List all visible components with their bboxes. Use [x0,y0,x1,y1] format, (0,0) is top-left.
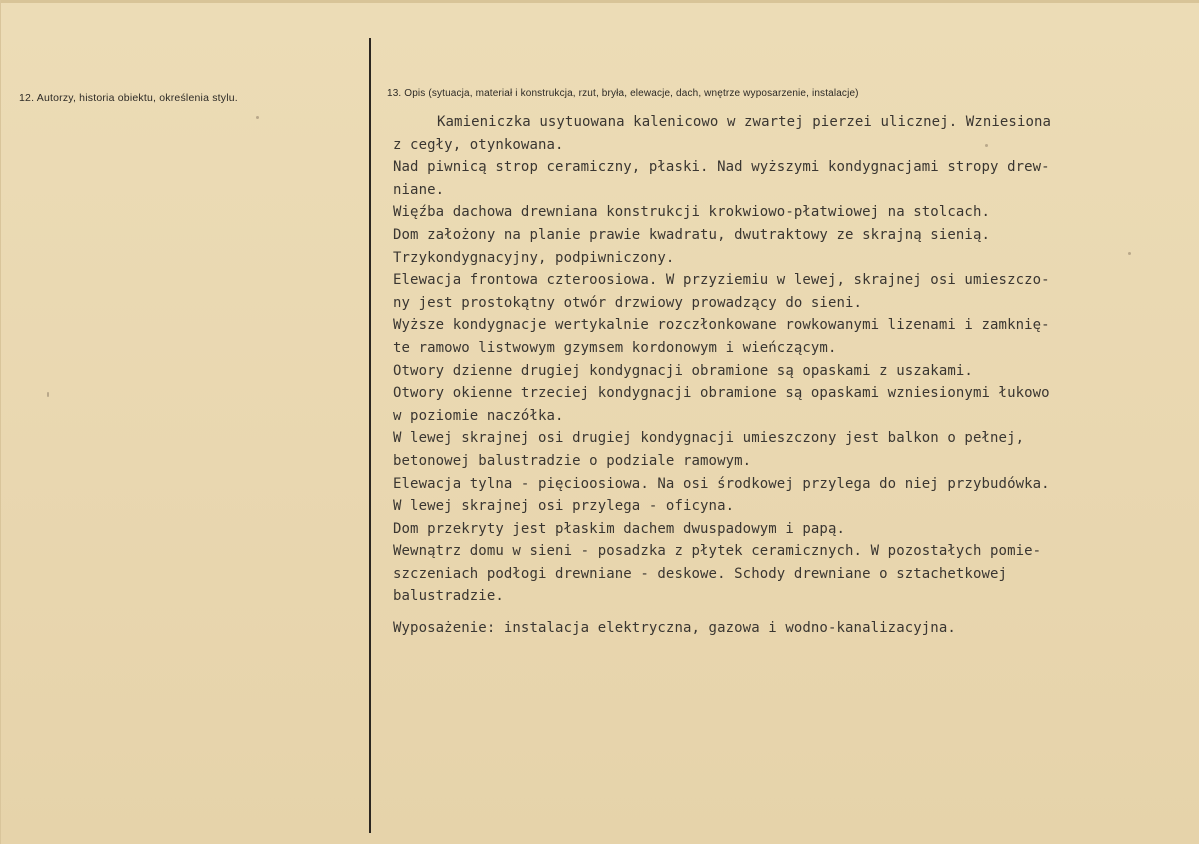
paper-speck [47,392,49,397]
equipment-line: Wyposażenie: instalacja elektryczna, gazowa i wodno-kanalizacyjna. [393,620,956,637]
text-line: Wewnątrz domu w sieni - posadzka z płytek ceramicznych. W pozostałych pomie- [393,543,1042,560]
paper-speck [256,116,259,119]
text-line: szczeniach podłogi drewniane - deskowe. Schody drewniane o sztachetkowej [393,565,1008,582]
text-line: W lewej skrajnej osi przylega - oficyna. [393,498,735,515]
paragraph-gap [393,608,1183,617]
text-line: z cegły, otynkowana. [393,136,564,153]
text-line: Otwory dzienne drugiej kondygnacji obramione są opaskami z uszakami. [393,362,973,379]
text-line: Wyższe kondygnacje wertykalnie rozczłonkowane rowkowanymi lizenami i zamknię- [393,317,1050,334]
text-line: niane. [393,181,445,198]
text-line: Kamieniczka usytuowana kalenicowo w zwartej pierzei ulicznej. Wzniesiona [437,114,1052,130]
text-line: W lewej skrajnej osi drugiej kondygnacji umieszczony jest balkon o pełnej, [393,430,1025,447]
text-line: Więźba dachowa drewniana konstrukcji krokwiowo-płatwiowej na stolcach. [393,204,991,221]
text-line: ny jest prostokątny otwór drzwiowy prowadzący do sieni. [393,294,863,311]
description-text [393,111,1183,640]
text-line: Trzykondygnacyjny, podpiwniczony. [393,249,675,266]
text-line: balustradzie. [393,588,504,605]
column-divider [369,38,371,833]
text-line: Dom założony na planie prawie kwadratu, dwutraktowy ze skrajną sienią. [393,226,991,243]
text-line: betonowej balustradzie o podziale ramowym. [393,452,752,469]
text-line: w poziomie naczółka. [393,407,564,424]
top-edge [1,0,1199,3]
text-line: Dom przekryty jest płaskim dachem dwuspadowym i papą. [393,520,846,537]
text-line: Elewacja frontowa czteroosiowa. W przyziemiu w lewej, skrajnej osi umieszczo- [393,272,1050,289]
paper-speck [1128,252,1131,255]
field-12-label: 12. Autorzy, historia obiektu, określenia stylu. [19,92,238,104]
field-13-label: 13. Opis (sytuacja, materiał i konstrukcja, rzut, bryła, elewacje, dach, wnętrze wyposarzenie, instalacje) [387,88,859,99]
text-line: te ramowo listwowym gzymsem kordonowym i wieńczącym. [393,339,837,356]
text-line: Otwory okienne trzeciej kondygnacji obramione są opaskami wzniesionymi łukowo [393,385,1050,402]
text-line: Elewacja tylna - pięcioosiowa. Na osi środkowej przylega do niej przybudówka. [393,475,1050,492]
paper-speck [985,144,988,147]
text-line: Nad piwnicą strop ceramiczny, płaski. Nad wyższymi kondygnacjami stropy drew- [393,159,1050,176]
